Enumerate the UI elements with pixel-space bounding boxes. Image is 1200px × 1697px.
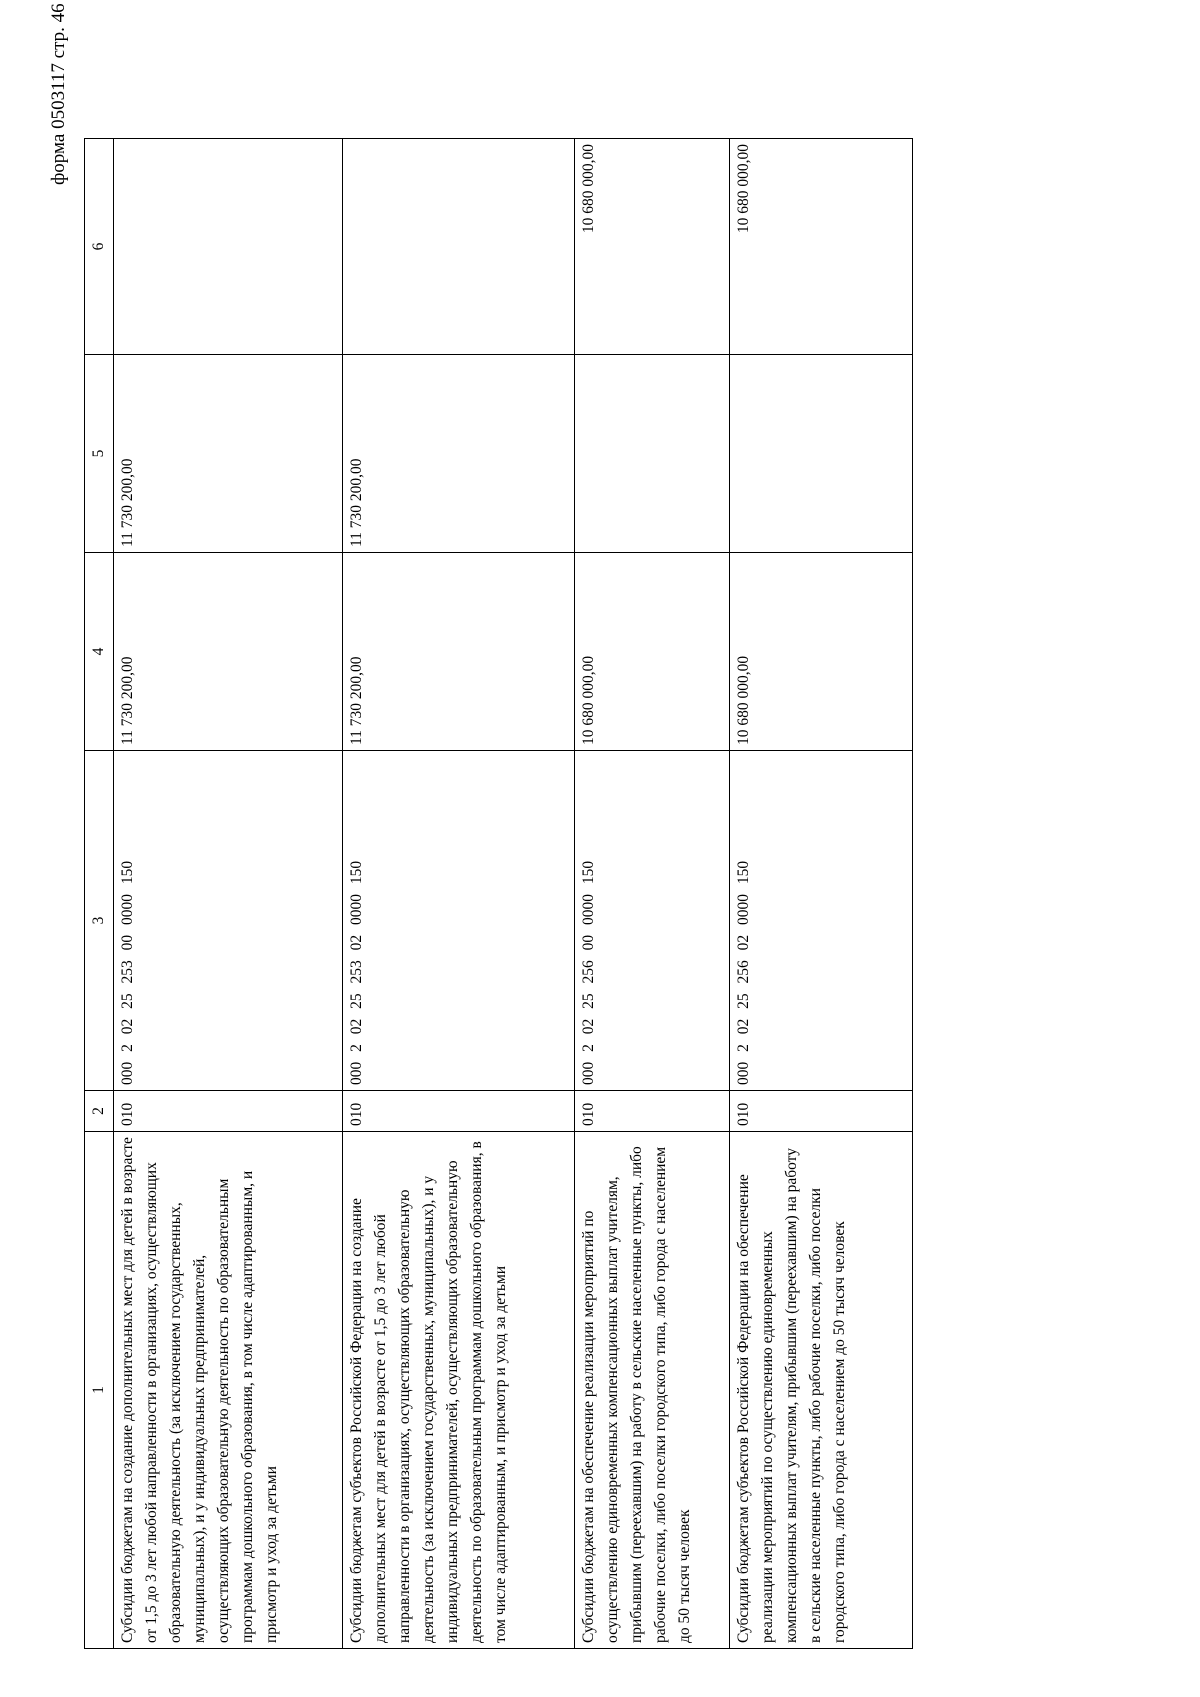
amount-cell-col4: 11 730 200,00 (343, 553, 575, 751)
indicator-name-cell: Субсидии бюджетам на создание дополнительных мест для детей в возрасте от 1,5 до 3 лет любой направленности в организациях, осуществляющих образовательную деятельность (за исключением государственных, муниципальных), и у индивидуальных предпринимателей, осуществляющих образовательную деятельность по образовательным программам дошкольного образования, в том числе адаптированным, и присмотр и уход за детьми (114, 1132, 343, 1649)
amount-cell-col5: 11 730 200,00 (114, 355, 343, 553)
amount-cell-col4: 11 730 200,00 (114, 553, 343, 751)
header-cell-1: 1 (85, 1132, 114, 1649)
form-number-label: форма 0503117 стр. 46 (48, 3, 69, 185)
amount-cell-col5 (730, 355, 913, 553)
amount-cell-col5: 11 730 200,00 (343, 355, 575, 553)
line-code-cell: 010 (114, 1091, 343, 1132)
budget-code-cell: 000 2 02 25 253 00 0000 150 (114, 751, 343, 1091)
table-row (114, 139, 343, 1649)
amount-cell-col6 (114, 139, 343, 355)
header-cell-2: 2 (85, 1091, 114, 1132)
table-row (575, 139, 730, 1649)
line-code-cell: 010 (575, 1091, 730, 1132)
header-cell-6: 6 (85, 139, 114, 355)
amount-cell-col6: 10 680 000,00 (730, 139, 913, 355)
budget-code-cell: 000 2 02 25 253 02 0000 150 (343, 751, 575, 1091)
table-row (343, 139, 575, 1649)
amount-cell-col6 (343, 139, 575, 355)
line-code-cell: 010 (730, 1091, 913, 1132)
budget-code-cell: 000 2 02 25 256 00 0000 150 (575, 751, 730, 1091)
header-cell-4: 4 (85, 553, 114, 751)
amount-cell-col6: 10 680 000,00 (575, 139, 730, 355)
line-code-cell: 010 (343, 1091, 575, 1132)
amount-cell-col4: 10 680 000,00 (730, 553, 913, 751)
header-cell-5: 5 (85, 355, 114, 553)
indicator-name-cell: Субсидии бюджетам субъектов Российской Федерации на создание дополнительных мест для детей в возрасте от 1,5 до 3 лет любой направленности в организациях, осуществляющих образовательную деятельность (за исключением государственных, муниципальных), и у индивидуальных предпринимателей, осуществляющих образовательную деятельность по образовательным программам дошкольного образования, в том числе адаптированным, и присмотр и уход за детьми (343, 1132, 575, 1649)
indicator-name-cell: Субсидии бюджетам на обеспечение реализации мероприятий по осуществлению единовременных компенсационных выплат учителям, прибывшим (переехавшим) на работу в сельские населенные пункты, либо рабочие поселки, либо поселки городского типа, либо города с населением до 50 тысяч человек (575, 1132, 730, 1649)
table-row (730, 139, 913, 1649)
column-number-row (85, 139, 114, 1649)
amount-cell-col4: 10 680 000,00 (575, 553, 730, 751)
income-report-table (84, 138, 913, 1649)
amount-cell-col5 (575, 355, 730, 553)
indicator-name-cell: Субсидии бюджетам субъектов Российской Федерации на обеспечение реализации мероприятий по осуществлению единовременных компенсационных выплат учителям, прибывшим (переехавшим) на работу в сельские населенные пункты, либо рабочие поселки, либо поселки городского типа, либо города с населением до 50 тысяч человек (730, 1132, 913, 1649)
header-cell-3: 3 (85, 751, 114, 1091)
budget-code-cell: 000 2 02 25 256 02 0000 150 (730, 751, 913, 1091)
